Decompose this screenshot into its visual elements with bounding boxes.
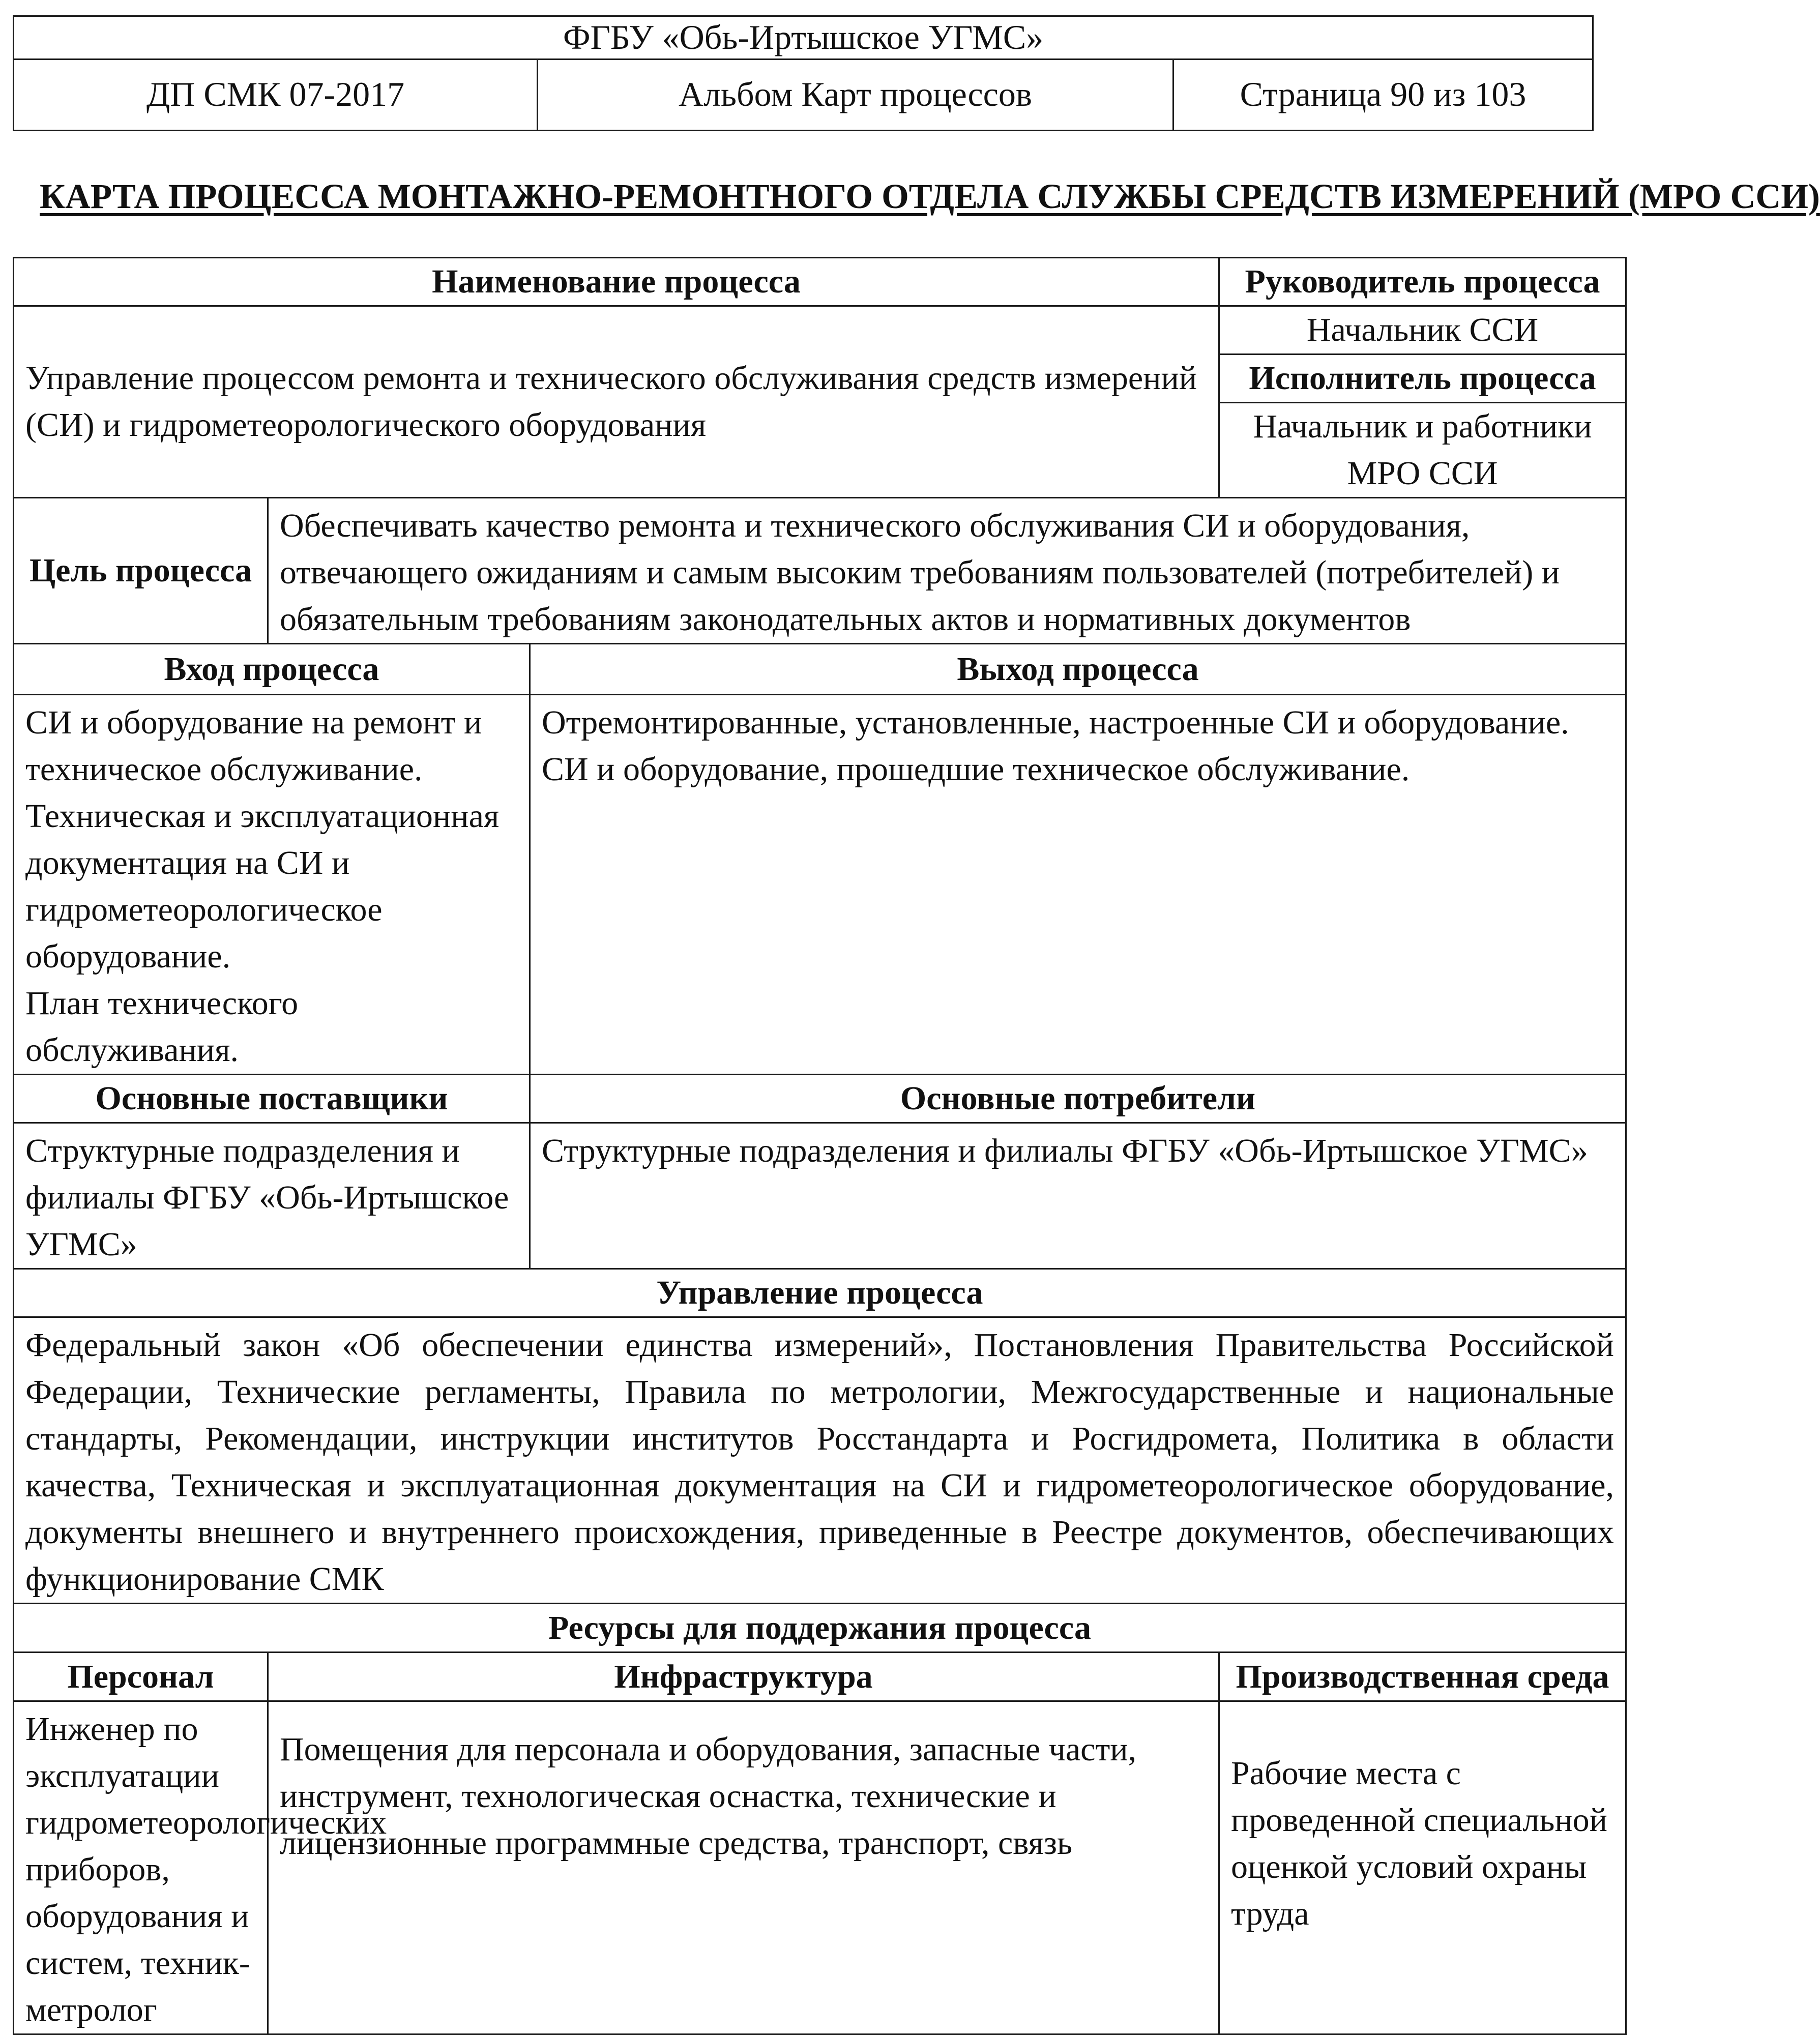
infrastructure-header: Инфраструктура bbox=[268, 1653, 1219, 1701]
process-card-table bbox=[13, 257, 1627, 2035]
input-item: Техническая и эксплуатационная документация на СИ и гидрометеорологическое оборудование. bbox=[25, 798, 500, 975]
infrastructure-text: Помещения для персонала и оборудования, запасные части, инструмент, технологическая оснастка, технические и лицензионные программные средства, транспорт, связь bbox=[268, 1701, 1219, 2034]
organization-name: ФГБУ «Обь-Иртышское УГМС» bbox=[14, 16, 1593, 60]
document-header bbox=[13, 15, 1594, 131]
input-list bbox=[14, 695, 530, 1075]
environment-header: Производственная среда bbox=[1219, 1653, 1626, 1701]
output-list bbox=[530, 695, 1626, 1075]
process-owner-value: Начальник ССИ bbox=[1219, 306, 1626, 355]
management-text: Федеральный закон «Об обеспечении единства измерений», Постановления Правительства Российской Федерации, Технические регламенты, Правила по метрологии, Межгосударственные и национальные стандарты, Рекомендации, инструкции институтов Росстандарта и Росгидромета, Политика в области качества, Техническая и эксплуатационная документация на СИ и гидрометеорологическое оборудование, документы внешнего и внутреннего происхождения, приведенные в Реестре документов, обеспечивающих функционирование СМК bbox=[14, 1317, 1626, 1604]
page-number: Страница 90 из 103 bbox=[1173, 59, 1593, 130]
consumers-header: Основные потребители bbox=[530, 1075, 1626, 1123]
process-executor-header: Исполнитель процесса bbox=[1219, 355, 1626, 403]
goal-text: Обеспечивать качество ремонта и технического обслуживания СИ и оборудования, отвечающего ожиданиям и самым высоким требованиям пользователей (потребителей) и обязательным требованиям законодательных актов и нормативных документов bbox=[268, 498, 1626, 644]
album-title: Альбом Карт процессов bbox=[538, 59, 1173, 130]
input-header: Вход процесса bbox=[14, 644, 530, 695]
process-name-header: Наименование процесса bbox=[14, 258, 1219, 306]
process-owner-header: Руководитель процесса bbox=[1219, 258, 1626, 306]
input-item: СИ и оборудование на ремонт и техническое обслуживание. bbox=[25, 704, 482, 788]
document-code: ДП СМК 07-2017 bbox=[14, 59, 538, 130]
output-item: СИ и оборудование, прошедшие техническое обслуживание. bbox=[542, 751, 1410, 788]
input-item: План технического обслуживания. bbox=[25, 985, 299, 1069]
personnel-header: Персонал bbox=[14, 1653, 268, 1701]
environment-text: Рабочие места с проведенной специальной оценкой условий охраны труда bbox=[1219, 1701, 1626, 2034]
personnel-text: Инженер по эксплуатации гидрометеорологических приборов, оборудования и систем, техник-метролог bbox=[14, 1701, 268, 2034]
process-executor-value: Начальник и работники МРО ССИ bbox=[1219, 403, 1626, 498]
goal-header: Цель процесса bbox=[14, 498, 268, 644]
management-header: Управление процесса bbox=[14, 1269, 1626, 1317]
consumers-text: Структурные подразделения и филиалы ФГБУ «Обь-Иртышское УГМС» bbox=[530, 1123, 1626, 1269]
suppliers-header: Основные поставщики bbox=[14, 1075, 530, 1123]
resources-header: Ресурсы для поддержания процесса bbox=[14, 1604, 1626, 1653]
suppliers-text: Структурные подразделения и филиалы ФГБУ «Обь-Иртышское УГМС» bbox=[14, 1123, 530, 1269]
process-name-value: Управление процессом ремонта и технического обслуживания средств измерений (СИ) и гидрометеорологического оборудования bbox=[14, 306, 1219, 498]
output-header: Выход процесса bbox=[530, 644, 1626, 695]
card-title: КАРТА ПРОЦЕССА МОНТАЖНО-РЕМОНТНОГО ОТДЕЛА СЛУЖБЫ СРЕДСТВ ИЗМЕРЕНИЙ (МРО ССИ) bbox=[40, 177, 1820, 216]
output-item: Отремонтированные, установленные, настроенные СИ и оборудование. bbox=[542, 704, 1569, 741]
